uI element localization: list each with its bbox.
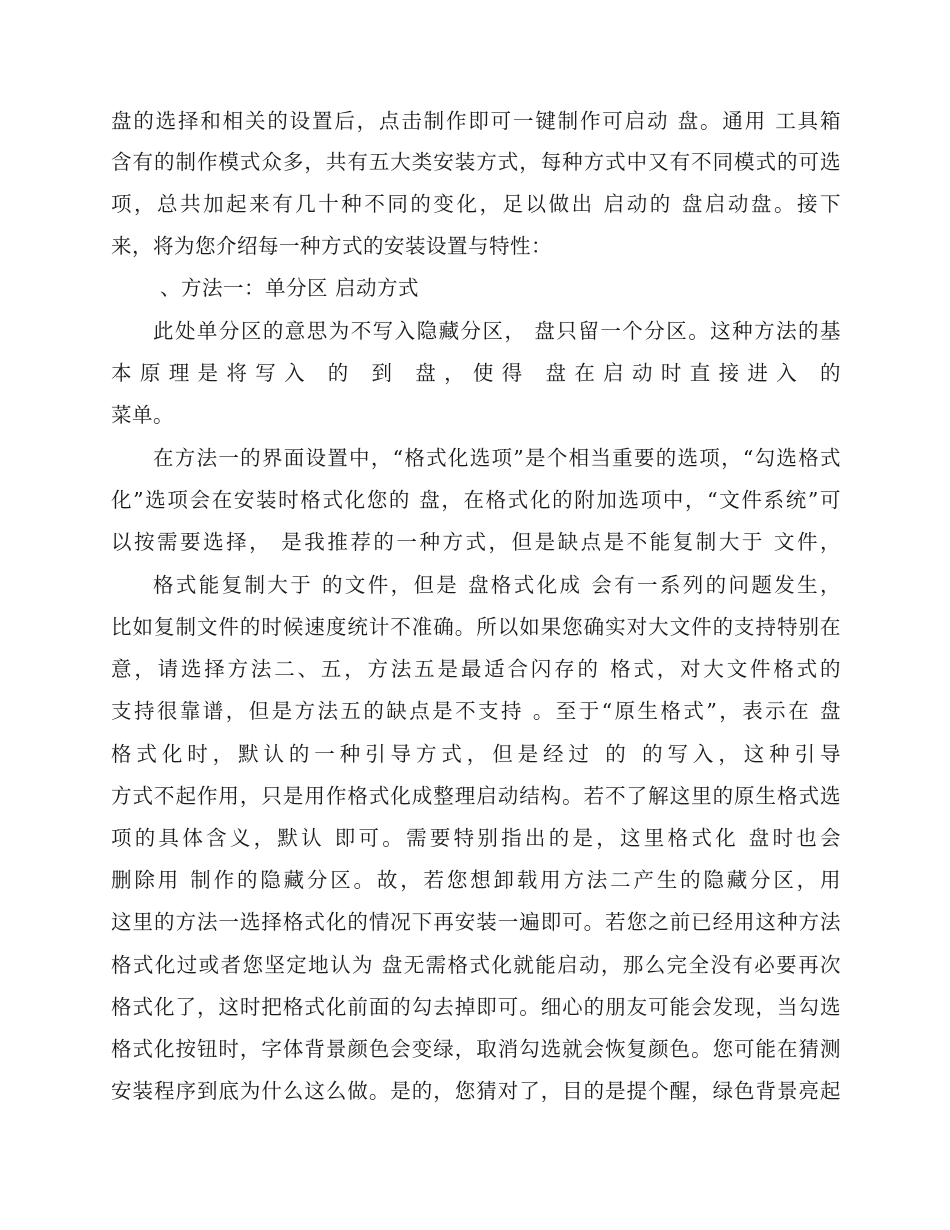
paragraph-line-13: 比如复制文件的时候速度统计不准确。所以如果您确实对大文件的支持特别在 (111, 615, 841, 639)
paragraph-line-2: 含有的制作模式众多，共有五大类安装方式，每种方式中又有不同模式的可选 (111, 150, 841, 174)
paragraph-line-11: 以按需要选择， 是我推荐的一种方式，但是缺点是不能复制大于 文件， (111, 530, 841, 554)
paragraph-line-23: 格式化按钮时，字体背景颜色会变绿，取消勾选就会恢复颜色。您可能在猜测 (111, 1037, 841, 1061)
paragraph-line-9: 在方法一的界面设置中，“格式化选项”是个相当重要的选项，“勾选格式 (153, 446, 841, 470)
paragraph-line-22: 格式化了，这时把格式化前面的勾去掉即可。细心的朋友可能会发现，当勾选 (111, 995, 841, 1019)
paragraph-line-24: 安装程序到底为什么这么做。是的，您猜对了，目的是提个醒，绿色背景亮起 (111, 1079, 841, 1103)
paragraph-line-6: 此处单分区的意思为不写入隐藏分区， 盘只留一个分区。这种方法的基 (153, 319, 841, 343)
paragraph-line-12: 格式能复制大于 的文件，但是 盘格式化成 会有一系列的问题发生， (153, 573, 841, 597)
paragraph-line-17: 方式不起作用，只是用作格式化成整理启动结构。若不了解这里的原生格式选 (111, 784, 841, 808)
paragraph-line-16: 格式化时，默认的一种引导方式，但是经过 的 的写入，这种引导 (111, 742, 841, 766)
paragraph-line-20: 这里的方法一选择格式化的情况下再安装一遍即可。若您之前已经用这种方法 (111, 910, 841, 934)
paragraph-line-14: 意，请选择方法二、五，方法五是最适合闪存的 格式，对大文件格式的 (111, 657, 841, 681)
paragraph-line-3: 项，总共加起来有几十种不同的变化，足以做出 启动的 盘启动盘。接下 (111, 192, 841, 216)
paragraph-line-4: 来，将为您介绍每一种方式的安装设置与特性： (111, 234, 552, 258)
paragraph-line-21: 格式化过或者您坚定地认为 盘无需格式化就能启动，那么完全没有必要再次 (111, 953, 841, 977)
paragraph-line-10: 化”选项会在安装时格式化您的 盘，在格式化的附加选项中，“文件系统”可 (111, 488, 841, 512)
paragraph-line-7: 本原理是将写入 的 到 盘，使得 盘在启动时直接进入 的 (111, 361, 841, 385)
paragraph-line-19: 删除用 制作的隐藏分区。故，若您想卸载用方法二产生的隐藏分区，用 (111, 868, 841, 892)
paragraph-line-15: 支持很靠谱，但是方法五的缺点是不支持 。至于“原生格式”，表示在 盘 (111, 699, 841, 723)
paragraph-line-1: 盘的选择和相关的设置后，点击制作即可一键制作可启动 盘。通用 工具箱 (111, 109, 841, 133)
paragraph-line-8: 菜单。 (111, 403, 174, 427)
paragraph-line-18: 项的具体含义，默认 即可。需要特别指出的是，这里格式化 盘时也会 (111, 826, 841, 850)
section-heading: 、方法一：单分区 启动方式 (160, 276, 420, 300)
